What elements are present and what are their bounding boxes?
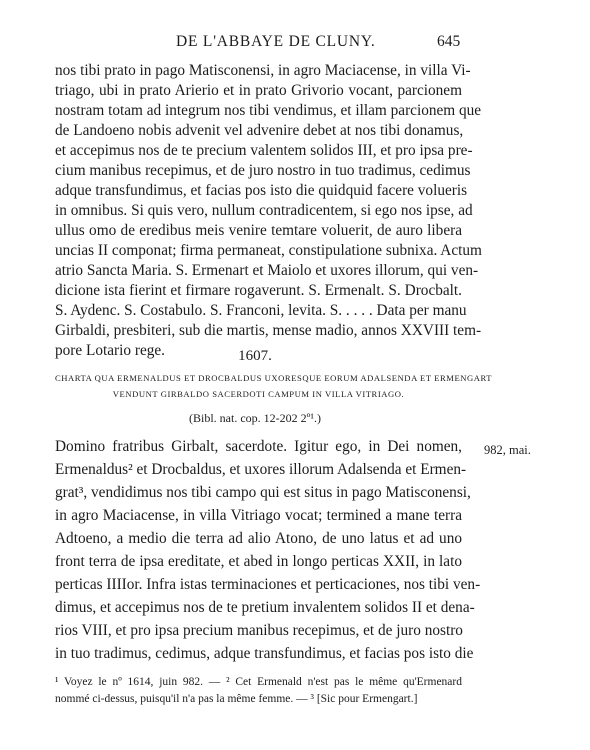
text-line: in tuo tradimus, cedimus, adque transfundimus, et facias pos isto die xyxy=(55,645,474,662)
footnote-line: ¹ Voyez le nº 1614, juin 982. — ² Cet Ermenald n'est pas le même qu'Ermenard xyxy=(55,676,462,688)
text-line: nos tibi prato in pago Matisconensi, in agro Maciacense, in villa Vi- xyxy=(55,62,471,79)
text-line: triago, ubi in prato Arierio et in prato Grivorio vocant, parcionem xyxy=(55,82,462,99)
text-line: Ermenaldus² et Drocbaldus, et uxores illorum Adalsenda et Ermen- xyxy=(55,461,467,478)
text-line: grat³, vendidimus nos tibi campo qui est situs in pago Matisconensi, xyxy=(55,484,471,501)
running-title: DE L'ABBAYE DE CLUNY. xyxy=(176,33,376,50)
text-line: ullus omo de eredibus meis venire temtare voluerit, de auro libera xyxy=(55,222,462,239)
text-line: nostram totam ad integrum nos tibi vendimus, et illam parcionem que xyxy=(55,102,482,119)
charter-heading-line: CHARTA QUA ERMENALDUS ET DROCBALDUS UXORESQUE EORUM ADALSENDA ET ERMENGART xyxy=(55,373,493,383)
text-line: adque transfundimus, et facias pos isto die quidquid facere volueris xyxy=(55,182,468,199)
text-line: Girbaldi, presbiteri, sub die martis, mense madio, annos XXVIII tem- xyxy=(55,322,482,339)
text-line: in agro Maciacense, in villa Vitriago vocat; termined a mane terra xyxy=(55,507,462,524)
text-line: uncias II componat; firma permaneat, constipulatione subnixa. Actum xyxy=(55,242,482,259)
charter-heading-line: VENDUNT GIRBALDO SACERDOTI CAMPUM IN VILLA VITRIAGO. xyxy=(112,389,405,399)
text-line: dicione ista fierint et firmare rogaverunt. S. Ermenalt. S. Drocbalt. xyxy=(55,282,462,299)
text-line: cium manibus recepimus, et de juro nostro in tuo tradimus, cedimus xyxy=(55,162,471,179)
text-line: S. Aydenc. S. Costabulo. S. Franconi, levita. S. . . . . Data per manu xyxy=(55,302,467,319)
text-line: pore Lotario rege. xyxy=(55,342,165,359)
charter-number: 1607. xyxy=(238,348,272,364)
text-line: perticas IIIIor. Infra istas terminaciones et perticaciones, nos tibi ven- xyxy=(55,576,481,593)
text-line: atrio Sancta Maria. S. Ermenart et Maiolo et uxores illorum, qui ven- xyxy=(55,262,479,279)
source-reference: (Bibl. nat. cop. 12-202 2º¹.) xyxy=(189,411,321,425)
text-line: front terra de ipsa ereditate, et abed in longo perticas XXII, in lato xyxy=(55,553,462,570)
text-line: Adtoeno, a medio die terra ad alio Atono, de uno latus et ad uno xyxy=(55,530,462,547)
text-line: Domino fratribus Girbalt, sacerdote. Igitur ego, in Dei nomen, xyxy=(55,438,462,455)
text-line: dimus, et accepimus nos de te pretium invalentem solidos II et dena- xyxy=(55,599,475,616)
text-line: et accepimus nos de te precium valentem solidos III, et pro ipsa pre- xyxy=(55,142,473,159)
text-line: de Landoeno nobis advenit vel advenire debet at nos tibi donamus, xyxy=(55,122,464,139)
text-line: in omnibus. Si quis vero, nullum contradicentem, si ego nos ipse, ad xyxy=(55,202,473,219)
page-number: 645 xyxy=(437,33,461,50)
text-line: rios VIII, et pro ipsa precium manibus recepimus, et de juro nostro xyxy=(55,622,463,639)
running-head xyxy=(0,33,590,53)
footnote-line: nommé ci-dessus, puisqu'il n'a pas la même femme. — ³ [Sic pour Ermengart.] xyxy=(55,693,418,705)
margin-date: 982, mai. xyxy=(484,443,531,457)
